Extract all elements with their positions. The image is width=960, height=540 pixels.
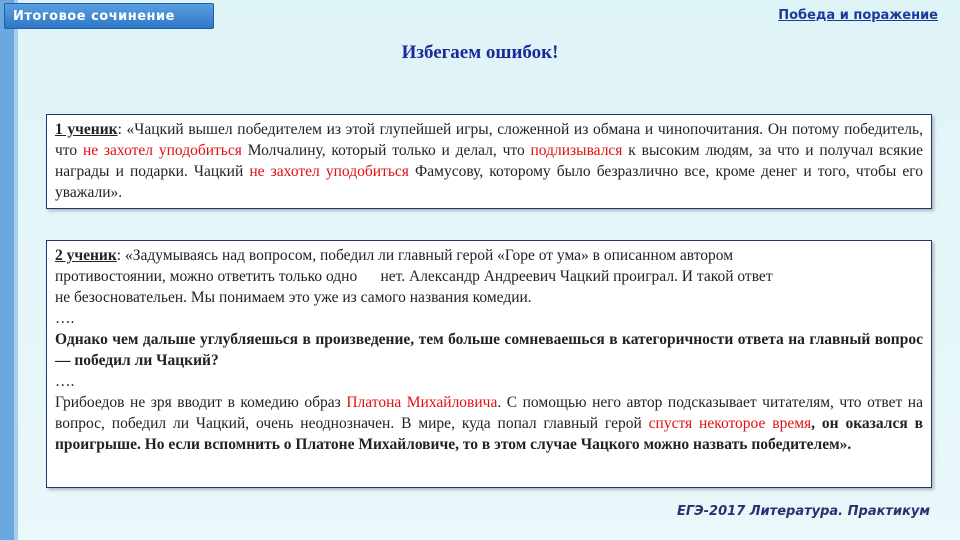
student-1-label: 1 ученик (55, 121, 118, 138)
highlight: не захотел уподобиться (249, 163, 409, 180)
highlight: подлизывался (530, 142, 623, 159)
student-2-line-1: 2 ученик: «Задумываясь над вопросом, победил ли главный герой «Горе от ума» в описанном автором (55, 247, 734, 264)
student-1-card (46, 114, 932, 209)
footer-caption: ЕГЭ-2017 Литература. Практикум (676, 504, 930, 519)
highlight: не захотел уподобиться (82, 142, 242, 159)
slide-title: Избегаем ошибок! (401, 42, 559, 63)
left-accent-bar (0, 0, 14, 540)
student-2-card (46, 240, 932, 488)
ellipsis-2: …. (55, 373, 75, 390)
student-2-paragraph-3: Грибоедов не зря вводит в комедию образ Платона Михайловича. С помощью него автор подсказывает читателям, что ответ на вопрос, победил ли Чацкий, очень неоднозначен. В мире, куда попал главный герой спустя некоторое время, он оказался в проигрыше. Но если вспомнить о Платоне Михайловиче, то в этом случае Чацкого можно назвать победителем». (55, 394, 924, 453)
left-accent-stripe (14, 0, 18, 540)
student-2-paragraph-2: Однако чем дальше углубляешься в произведение, тем больше сомневаешься в категоричности ответа на главный вопрос — победил ли Чацкий? (55, 331, 923, 369)
student-1-text: 1 ученик: «Чацкий вышел победителем из этой глупейшей игры, сложенной из обмана и чинопочитания. Он потому победитель, что не захотел уподобиться Молчалину, который только и делал, что подлизывался к высоким людям, за что и получал всякие награды и подарки. Чацкий не захотел уподобиться Фамусову, которому было безразлично все, кроме денег и того, чтобы его уважали». (55, 121, 923, 201)
student-2-line-3: не безосновательен. Мы понимаем это уже из самого названия комедии. (55, 289, 532, 306)
topic-heading: Победа и поражение (778, 8, 938, 23)
highlight: Платона Михайловича (346, 394, 498, 411)
student-2-label: 2 ученик (55, 247, 117, 264)
section-badge: Итоговое сочинение (4, 3, 214, 29)
student-2-line-2: противостоянии, можно ответить только одно нет. Александр Андреевич Чацкий проиграл. И такой ответ (55, 268, 773, 285)
highlight: спустя некоторое время (648, 415, 812, 432)
ellipsis-1: …. (55, 310, 75, 327)
